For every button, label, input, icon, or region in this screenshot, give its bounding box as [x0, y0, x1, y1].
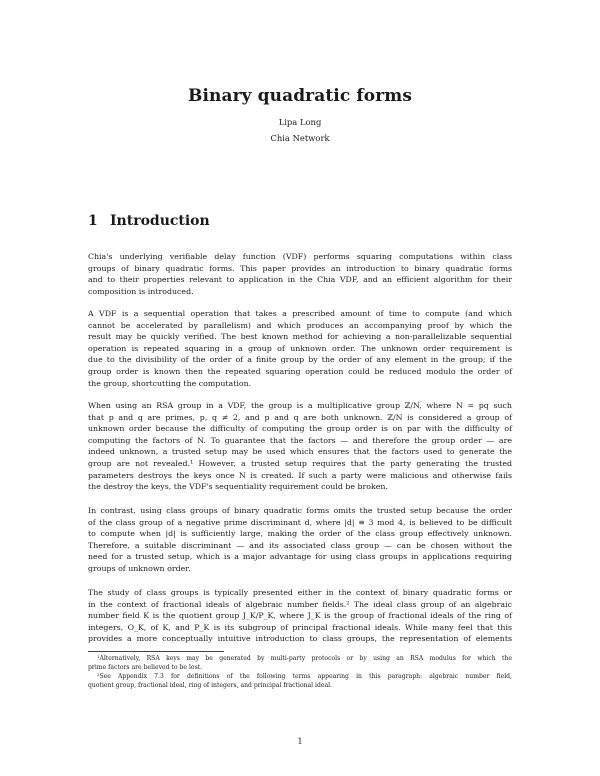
footnote-line: quotient group, fractional ideal, ring of integers, and principal fractional ideal.: [88, 681, 333, 689]
text-line: in the context of fractional ideals of algebraic number fields.² The ideal class group of an algebraic: [88, 599, 512, 609]
text-line: provides a more conceptually intuitive introduction to class groups, the representation of elements: [88, 634, 512, 644]
text-line: composition is introduced.: [88, 286, 194, 296]
text-line: A VDF is a sequential operation that takes a prescribed amount of time to compute (and which: [88, 309, 512, 318]
text-line: integers, O_K, of K, and P_K is its subgroup of principal fractional ideals. While many feel that this: [88, 622, 512, 632]
paragraph-2: [88, 308, 512, 389]
text-line: parameters destroys the keys once N is created. If such a party were malicious and otherwise fails: [88, 470, 512, 480]
author-affiliation: Chia Network: [270, 133, 330, 143]
text-line: indeed unknown, a trusted setup may be used which ensures that the factors used to generate the: [88, 447, 512, 457]
footnote-line: ²See Appendix 7.3 for definitions of the following terms appearing in this paragraph: algebraic number field,: [97, 673, 512, 680]
page-number: 1: [297, 737, 303, 746]
text-line: operation is repeated squaring in a group of unknown order. The unknown order requirement is: [88, 343, 512, 353]
text-line: the group, shortcutting the computation.: [88, 378, 252, 388]
text-line: of the class group of a negative prime discriminant d, where |d| ≡ 3 mod 4, is believed to be difficult: [88, 517, 512, 527]
text-line: the destroy the keys, the VDF's sequentiality requirement could be broken.: [88, 482, 388, 492]
paper-title: Binary quadratic forms: [187, 86, 413, 106]
text-line: groups of binary quadratic forms. This paper provides an introduction to binary quadratic forms: [88, 263, 512, 273]
text-line: that p and q are primes, p, q ≠ 2, and p and q are both unknown. ℤ/N is considered a group of: [88, 412, 512, 422]
text-line: group order is known then the repeated squaring operation could be reduced modulo the order of: [88, 366, 512, 376]
paragraph-4: [88, 505, 512, 575]
text-line: unknown order because the difficulty of computing the group order is on par with the difficulty of: [88, 424, 512, 434]
text-line: Therefore, a suitable discriminant — and its associated class group — can be chosen without the: [88, 540, 512, 550]
paragraph-1: [88, 251, 512, 297]
paragraph-3: [88, 400, 512, 493]
footnote-line: prime factors are believed to be lost.: [88, 663, 203, 671]
author-name: Lipa Long: [278, 117, 322, 127]
text-line: due to the divisibility of the order of a finite group by the order of any element in the group; if the: [88, 355, 512, 365]
section-title: Introduction: [110, 213, 210, 229]
section-number: 1: [88, 213, 98, 229]
text-line: and to their properties relevant to application in the Chia VDF, and an efficient algorithm for their: [88, 275, 512, 285]
footnote-line: ¹Alternatively, RSA keys may be generated by multi-party protocols or by using an RSA modulus for which the: [97, 655, 512, 662]
footnote-2: [88, 673, 512, 691]
paragraph-5: [88, 587, 512, 645]
text-line: In contrast, using class groups of binary quadratic forms omits the trusted setup because the order: [88, 506, 512, 515]
footnote-1: [88, 655, 512, 673]
text-line: cannot be accelerated by parallelism) and which produces an accompanying proof by which the: [88, 320, 512, 330]
text-line: need for a trusted setup, which is a major advantage for using class groups in applications requiring: [88, 552, 512, 562]
text-line: The study of class groups is typically presented either in the context of binary quadratic forms or: [88, 588, 512, 597]
text-line: computing the factors of N. To guarantee that the factors — and therefore the group order — are: [88, 435, 512, 445]
text-line: number field K is the quotient group J_K/P_K, where J_K is the group of fractional ideals of the ring of: [88, 611, 512, 621]
text-line: When using an RSA group in a VDF, the group is a multiplicative group ℤ/N, where N = pq such: [88, 401, 512, 410]
text-line: result may be quickly verified. The best known method for achieving a non-parallelizable sequential: [88, 332, 512, 342]
text-line: Chia's underlying verifiable delay function (VDF) performs squaring computations within class: [88, 252, 512, 261]
text-line: to compute when |d| is sufficiently large, making the order of the class group effectively unknown.: [88, 529, 512, 539]
footnote-divider: [88, 651, 224, 652]
section-heading: [88, 212, 210, 230]
text-line: group are not revealed.¹ However, a trusted setup requires that the party generating the trusted: [88, 458, 512, 468]
text-line: groups of unknown order.: [88, 563, 191, 573]
